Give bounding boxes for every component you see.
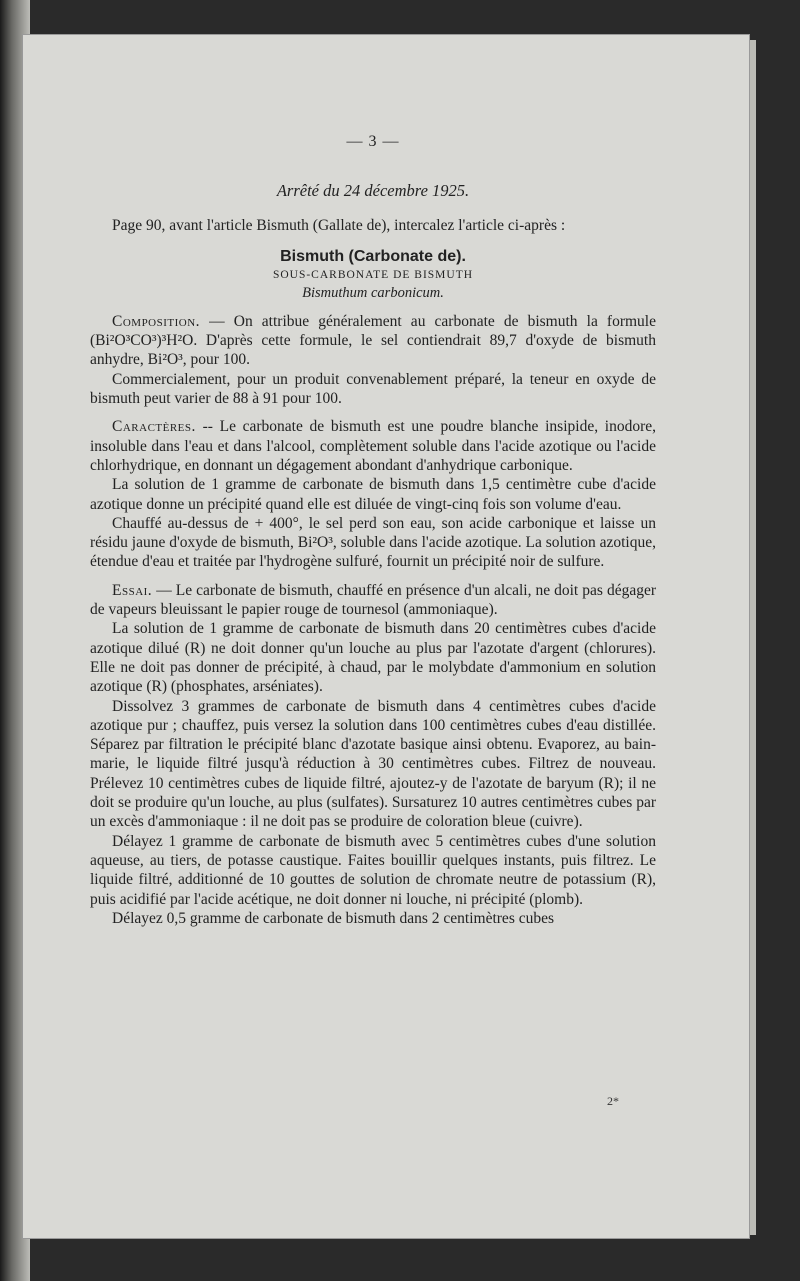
page-content <box>90 132 656 928</box>
essai-text: — Le carbonate de bismuth, chauffé en présence d'un alcali, ne doit pas dégager de vapeurs bleuissant le papier rouge de tournesol (ammoniaque). <box>90 581 656 619</box>
caracteres-paragraph <box>90 417 656 475</box>
caracteres-paragraph-3: Chauffé au-dessus de + 400°, le sel perd son eau, son acide carbonique et laisse un résidu jaune d'oxyde de bismuth, Bi²O³, soluble dans l'acide azotique. La solution azotique, étendue d'eau et traitée par l'hydrogène sulfuré, fournit un précipité noir de sulfure. <box>90 514 656 571</box>
composition-label: Composition. <box>112 312 201 330</box>
essai-paragraph-5: Délayez 0,5 gramme de carbonate de bismuth dans 2 centimètres cubes <box>112 909 555 927</box>
page-number: — 3 — <box>346 133 400 150</box>
essai-label: Essai. <box>112 581 153 599</box>
decree-heading: Arrêté du 24 décembre 1925. <box>276 181 470 201</box>
essai-paragraph-3: Dissolvez 3 grammes de carbonate de bismuth dans 4 centimètres cubes d'acide azotique pur ; chauffez, puis versez la solution dans 100 centimètres cubes d'eau distillée. Séparez par filtration le précipité blanc d'azotate basique ainsi obtenu. Evaporez, au bain-marie, le liquide filtré jusqu'à réduction à 30 centimètres cubes. Filtrez de nouveau. Prélevez 10 centimètres cubes de liquide filtré, ajoutez-y de l'azotate de baryum (R); il ne doit se produire qu'un louche, au plus (sulfates). Sursaturez 10 autres centimètres cubes par un excès d'ammoniaque : il ne doit pas se produire de coloration bleue (cuivre). <box>90 697 656 831</box>
intro-paragraph: Page 90, avant l'article Bismuth (Gallate de), intercalez l'article ci-après : <box>112 216 566 234</box>
caracteres-text: -- Le carbonate de bismuth est une poudre blanche insipide, inodore, insoluble dans l'eau et dans l'alcool, complètement soluble dans l'acide azotique ou l'acide chlorhydrique, en donnant un dégagement abondant d'anhydrique carbonique. <box>90 418 656 474</box>
page <box>22 34 750 1239</box>
article-latin-name: Bismuthum carbonicum. <box>302 284 444 301</box>
caracteres-label: Caractères. <box>112 418 196 436</box>
composition-text: — On attribue généralement au carbonate de bismuth la formule (Bi²O³CO³)³H²O. D'après cette formule, le sel contiendrait 89,7 d'oxyde de bismuth anhydre, Bi²O³, pour 100. <box>90 312 656 369</box>
composition-paragraph <box>90 312 656 370</box>
essai-paragraph-4: Délayez 1 gramme de carbonate de bismuth avec 5 centimètres cubes d'une solution aqueuse, au tiers, de potasse caustique. Faites bouillir quelques instants, puis filtrez. Le liquide filtré, additionné de 10 gouttes de solution de chromate neutre de potassium (R), puis acidifié par l'acide acétique, ne doit donner ni louche, ni précipité (plomb). <box>90 832 656 908</box>
article-subtitle: SOUS-CARBONATE DE BISMUTH <box>272 268 474 281</box>
signature-mark: 2* <box>607 1094 619 1108</box>
essai-paragraph <box>90 581 656 620</box>
composition-paragraph-2: Commercialement, pour un produit convenablement préparé, la teneur en oxyde de bismuth peut varier de 88 à 91 pour 100. <box>90 370 656 408</box>
caracteres-paragraph-2: La solution de 1 gramme de carbonate de bismuth dans 1,5 centimètre cube d'acide azotique donne un précipité quand elle est diluée de vingt-cinq fois son volume d'eau. <box>90 476 656 513</box>
page-edge <box>750 40 756 1235</box>
article-title: Bismuth (Carbonate de). <box>280 247 466 265</box>
essai-paragraph-2: La solution de 1 gramme de carbonate de bismuth dans 20 centimètres cubes d'acide azotique dilué (R) ne doit donner qu'un louche au plus par l'azotate d'argent (chlorures). Elle ne doit pas donner de précipité, à chaud, par le molybdate d'ammonium en solution azotique (R) (phosphates, arséniates). <box>90 620 656 696</box>
